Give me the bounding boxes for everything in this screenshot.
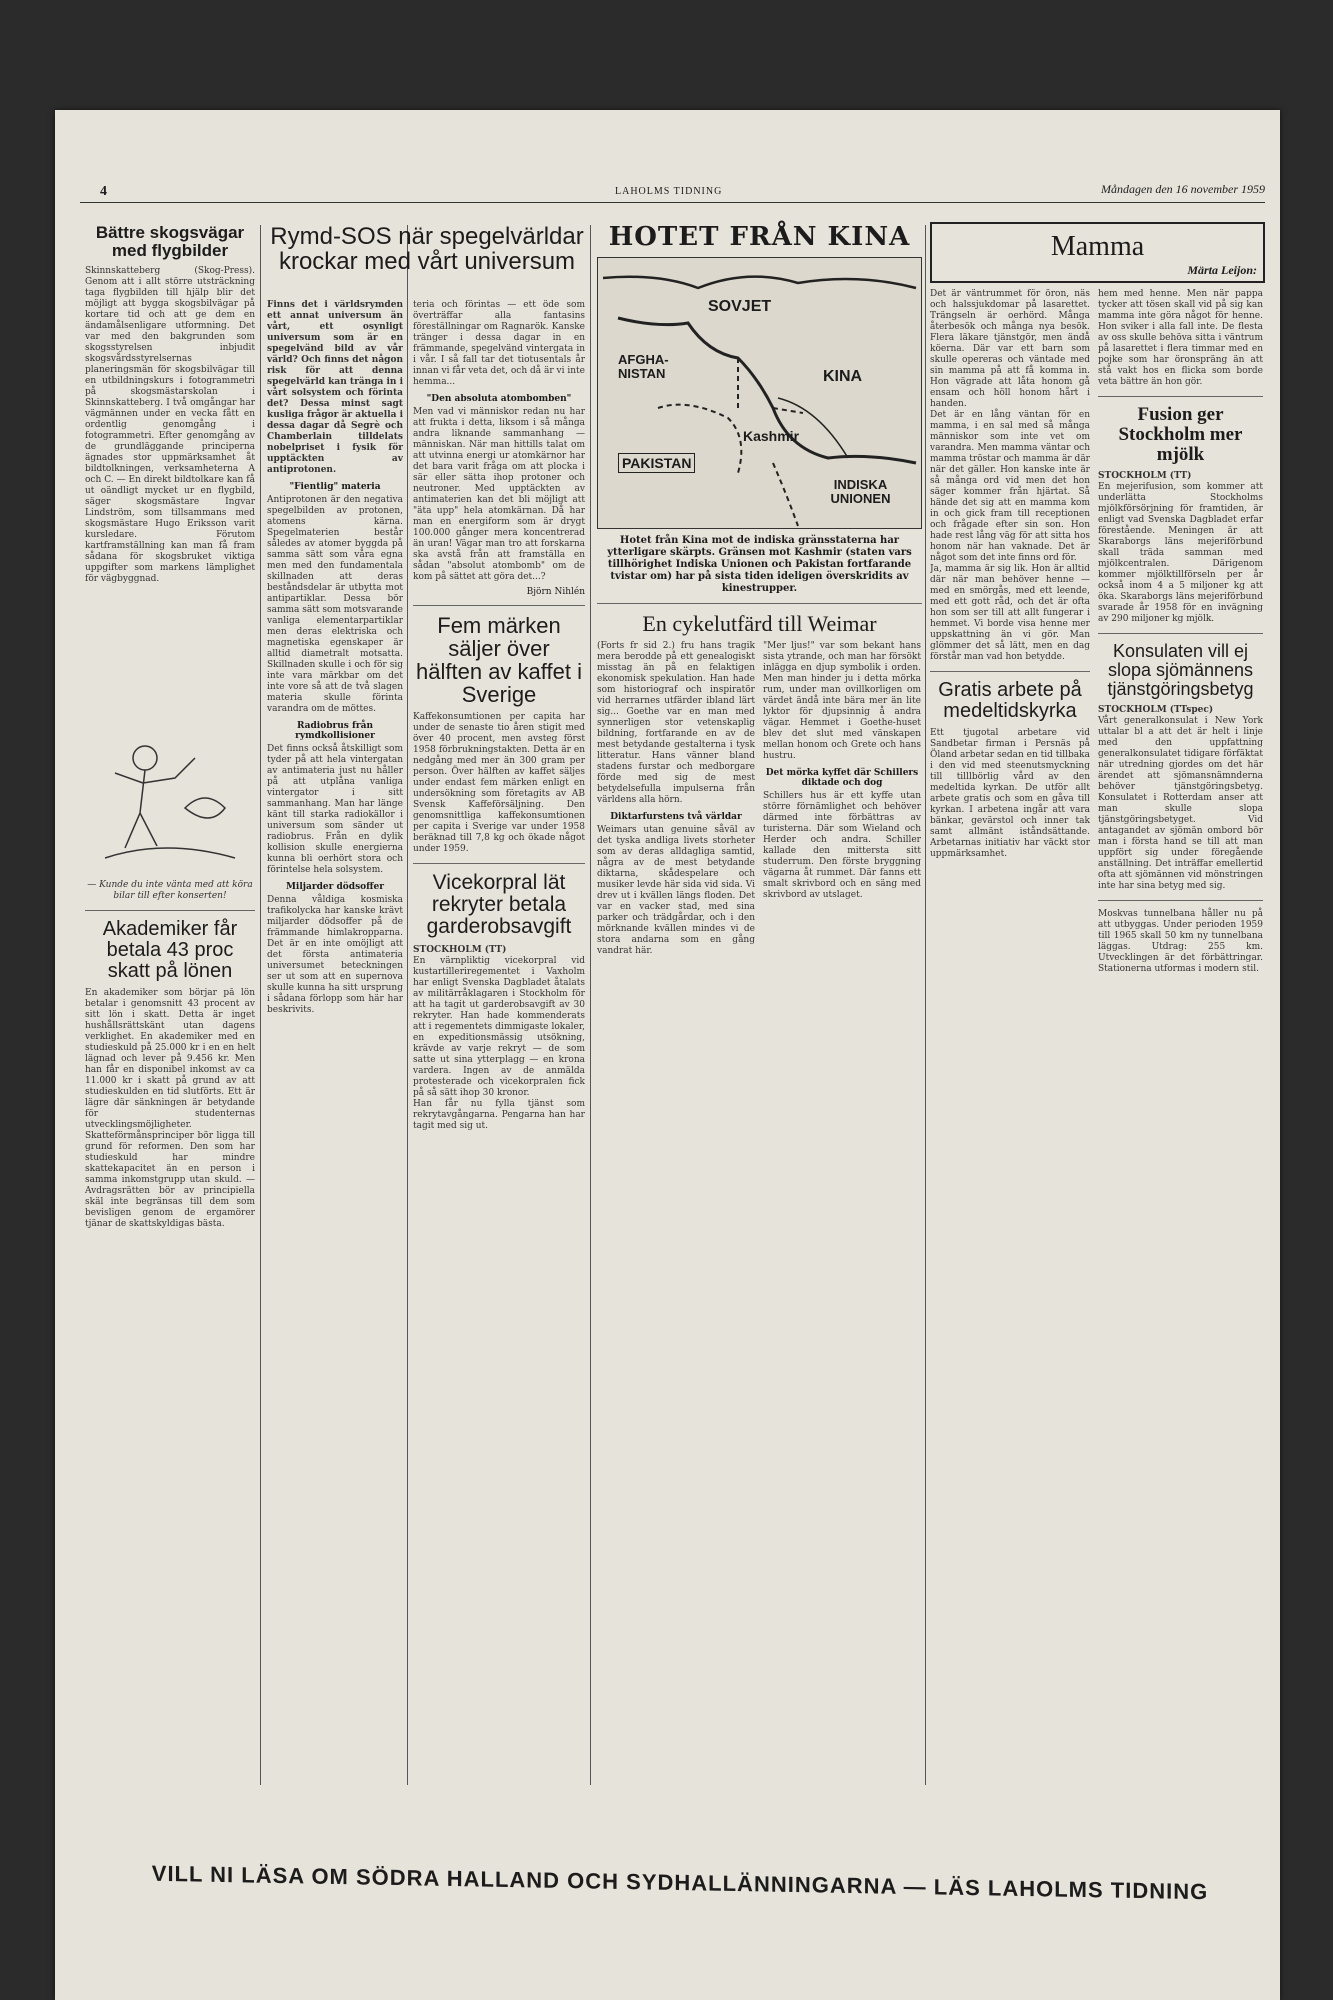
article-medeltidskyrka: Ett tjugotal arbetare vid Sandbetar firman i Persnäs på Öland arbetar sedan en tid tillbaka i den vid med steenutsmyckning till tilllbörlig vård av den medeltida kyrkan. De utför allt arbete gratis och som en gåva till kyrkan. I arbetena ingår att vara bänkar, gevärstol och inner tak samt allmänt iståndsättande. Arbetarnas initiativ har väckt stor uppmärksamhet. — [930, 728, 1090, 860]
article-konsulaten: Vårt generalkonsulat i New York uttalar bl a att det är helt i linje med den uppfattning generalkonsulatet tidigare förfäktat när utredning gjordes om det här ärendet att sjömansnämnderna behöver tjänstgöringsbetyg. Konsulatet i Rotterdam anser att man skulle slopa tjänstgöringsbetyget. Vid antagandet av sjömän ombord bör man i första hand se till att man uppfört sig under föregående anställning. Det inträffar emellertid ofta att sjömännen vid mönstringen inte har sina betyg med sig. — [1098, 715, 1263, 891]
dateline-vicekorpral: STOCKHOLM (TT) — [413, 944, 507, 955]
headline-rymd-sos: Rymd-SOS när spegelvärldar krockar med vårt universum — [270, 223, 584, 276]
headline-kaffe: Fem märken säljer över hälften av kaffet i Sverige — [416, 613, 582, 708]
column-2a — [267, 300, 403, 1850]
column-5 — [930, 220, 1265, 1860]
map-label-indiska-unionen: INDISKA UNIONEN — [830, 477, 891, 507]
map-label-afghanistan: AFGHA-NISTAN — [618, 352, 669, 382]
article-rymd-body1: Antiprotonen är den negativa spegelbilden av protonen, atomens kärna. Spegelmaterien består således av atomer byggda på samma sätt som våra egna men med den fundamentala skillnaden att deras beståndsdelar är utbytta mot antipartiklar. Dessa bör samma sätt som motsvarande vanliga elementarpartiklar men deras elektriska och magnetiska egenskaper är alltid diametralt motsatta. Skillnaden skulle i och för sig inte vara märkbar om det inte vore så att de två slagen materia skulle förinta varandra om de möttes. — [267, 495, 403, 714]
map-china-border — [597, 257, 922, 529]
cykelutfard-columns — [597, 641, 922, 957]
article-rymd-cont: teria och förintas — ett öde som överträffar alla fantasins föreställningar om Ragnarök. Kanske tränger i dessa dagar in en främmande, spegelvänd vintergata in i vår. I så fall tar det tiotusentals år innan vi får veta det, och då är vi inte hemma... — [413, 300, 585, 387]
article-mamma-c: Det är en lång väntan för en mamma, i en sal med så många människor som inte vet om varandra. Men mamma väntar och mamma tröstar och mamma är där när det gäller. Hon kanske inte är så många ord vid men det hon säger kommer från hjärtat. Så hände det sig att en mamma kom in och gick fram till receptionen och frågade efter sin son. Hon hade rest lång väg för att sitta hos honom när han vaknade. Det är något som det inte finns ord för. — [930, 410, 1090, 564]
article-rymd-atom: Men vad vi människor redan nu har att frukta i detta, liksom i så många andra liknande sammanhang — människan. När man hittills talat om att utvinna energi ur atomkärnor har det bara varit fråga om att plocka i sär eller sätta ihop protoner och neutroner. Med upptäckten av antimaterien kan det bli möjligt att "äta upp" hela atomkärnan. Då har man en energiform som är drygt 100.000 gånger mera koncentrerad än uran! Vägar man tro att forskarna ska avstå från att framställa en sådan "absolut atombomb" om de kom på sättet att göra det...? — [413, 407, 585, 582]
cykelutfard-col-a — [597, 641, 755, 957]
article-separator — [1098, 900, 1263, 901]
map-label-pakistan: PAKISTAN — [618, 453, 695, 473]
article-diktarfursten: Weimars utan genuine såväl av det tyska andliga livets storheter som av deras alldagliga samtid, några av de mest betydande diktarna, skådespelare och musiker levde här sida vid sida. Vi drev ut i kvällen längs floden. Det var en vacker stad, med sina parker och trädgårdar, och i den mörknande kvällen mindes vi de stora andarna som en gång vandrat här. — [597, 825, 755, 957]
article-separator — [597, 603, 922, 604]
article-mamma-b: hem med henne. Men när pappa tycker att tösen skall vid på sig kan mamma inte göra något för henne. Hon sviker i alla fall inte. De flesta av oss skulle behöva sitta i väntrum på lasarettet i flera timmar med en pojke som har öronspräng än att stå vakt hos en flicka som borde veta bättre än hon gör. — [1098, 289, 1263, 388]
column-divider — [925, 225, 926, 1785]
article-fusion: En mejerifusion, som kommer att underlätta Stockholms mjölkförsörjning för framtiden, är enligt vad Svenska Dagbladet erfar förestående. Meningen är att Skaraborgs läns mejeriförbund skall träda samman med mjölkcentralen. Därigenom kommer mjölktillförseln per år också inom 4 a 5 miljoner kg att öka. Skaraborgs läns mejeriförbund svarade år 1958 för en invägning av 290 miljoner kg mjölk. — [1098, 482, 1263, 625]
cykelutfard-col-b — [763, 641, 921, 957]
mamma-box — [930, 222, 1265, 283]
headline-mamma: Mamma — [1050, 231, 1145, 262]
column-divider — [590, 225, 591, 1785]
header-rule — [80, 202, 1265, 203]
headline-konsulaten: Konsulaten vill ej slopa sjömännens tjänstgöringsbetyg — [1107, 641, 1254, 699]
article-schiller: Schillers hus är ett kyffe utan större förnämlighet och behöver därmed inte förbättras av turisterna. Där som Wieland och Herder och andra. Schiller kallade den mittersta sitt studerrum. Den förste bryggning vägarna åt rummet. Där fanns ett smalt skrivbord och en säng med skrivbord av utslaget. — [763, 791, 921, 901]
headline-skogsvagar: Bättre skogsvägar med flygbilder — [95, 223, 245, 260]
cartoon-caption: — Kunde du inte vänta med att köra bilar till efter konserten! — [87, 879, 253, 901]
article-vicekorpral: En värnpliktig vicekorpral vid kustartilleriregementet i Vaxholm har enligt Svenska Dagbladet åtalats av militärråklagaren i Stockholm för att ha tagit ut garderobsavgift av 30 rekryter. Han hade kommenderats att i regementets dimmigaste lokaler, en expeditionsmässig utsökning, krävde av varje rekryt — de som satte ut sina ytterplagg — en krona vardera. Ingen av de anmälda protesterade och vicekorpralen fick på så sätt ihop 30 kronor. — [413, 955, 585, 1098]
headline-hotet-fran-kina: HOTET FRÅN KINA — [608, 222, 911, 252]
newspaper-page — [55, 110, 1280, 2000]
headline-vicekorpral: Vicekorpral lät rekryter betala garderobsavgift — [426, 871, 572, 939]
article-separator — [1098, 633, 1263, 634]
article-mamma-d: Ja, mamma är sig lik. Hon är alltid där när man behöver henne — med en smörgås, med ett leende, med ett gott råd, och det är ofta hon som ser till att allt fungerar i hemmet. Vi borde visa henne mer uppskattning än vi gör. Man glömmer det så lätt, men en dag förstår man vad hon betydde. — [930, 564, 1090, 663]
article-vicekorpral-end: Han får nu fylla tjänst som rekrytavgångarna. Pengarna han har tagit med sig ut. — [413, 1098, 585, 1131]
map-caption: Hotet från Kina mot de indiska gränsstaterna har ytterligare skärpts. Gränsen mot Kashmir (staten vars tillhörighet Indiska Unionen och Pakistan fortfarande tvistar om) har på sista tiden ideligen överskridits av kinestrupper. — [607, 535, 912, 595]
article-separator — [930, 671, 1090, 672]
article-separator — [1098, 396, 1263, 397]
column-3 — [413, 300, 585, 1850]
subhead-atombomben: "Den absoluta atombomben" — [426, 394, 572, 404]
article-separator — [413, 605, 585, 606]
article-akademiker: En akademiker som börjar på lön betalar i genomsnitt 43 procent av sitt lön i skatt. Detta är inget hushållsrättskänt utan dagens verklighet. En akademiker med en studieskuld på 25.000 kr i en en helt lägnad och lever på 9.456 kr. Men han får en disponibel inkomst av ca 11.000 kr i skatt på grund av att studieskulden en tid slutförts. Ett är lägre där sänkningen är betydande för studenternas utvecklingsmöjligheter. Skatteförmånsprinciper bör ligga till grund för reformen. Den som har studieskuld har mindre skattekapacitet än en person i samma inkomstgrupp utan skuld. — Avdragsrätten bör av principiella skäl inte begränsas till dem som bevisligen genom de ergamörer tjänar de skattskyldigas bästa. — [85, 987, 255, 1229]
map-label-sovjet: SOVJET — [708, 298, 772, 316]
dateline-fusion: STOCKHOLM (TT) — [1098, 471, 1192, 482]
subhead-diktarfursten: Diktarfurstens två världar — [610, 812, 742, 823]
dateline-konsulaten: STOCKHOLM (TTspec) — [1098, 704, 1214, 715]
column-1 — [85, 220, 255, 1860]
mamma-col-a — [930, 289, 1090, 974]
article-skogsvagar: Skinnskatteberg (Skog-Press). Genom att i allt större utsträckning taga flygbilden till hjälp blir det möjligt att bygga skogsbilvägar på kortare tid och att ge dem en ändamålsenligare utformning. Det var med den bakgrunden som skogsstyrelsen inbjudit skogsvårdsstyrelsernas planeringsmän för skogsbilvägar till en utbildningskurs i fotogrammetri på skogsmästarskolan i Skinnskatteberg. I två omgångar har vägmännen under en vecka fått en ordentlig genomgång i fotogrammetri. Efter genomgång av de grundläggande principerna ägnades stor uppmärksamhet åt bildtolkningen, verksamheterna A och C. — En direkt bildtolkare kan få ut oändligt mycket ur en flygbild, säger skogsmästare Ingvar Lindström, som tillsammans med skogsmästare Hugo Eriksson varit kursledare. Förutom kartframställning kan man få fram sådana för skogsbruket viktiga uppgifter som markens lämplighet för vägbyggnad. — [85, 265, 255, 584]
mamma-columns — [930, 289, 1265, 974]
subhead-schiller: Det mörka kyffet där Schillers diktade och dog — [765, 768, 919, 789]
byline-nihlen: Björn Nihlén — [526, 587, 585, 597]
headline-fusion: Fusion ger Stockholm mer mjölk — [1118, 404, 1243, 466]
article-cykelutfard-a: (Forts fr sid 2.) fru hans tragik mera berodde på ett genealogiskt misstag än på en felaktigen ekonomisk spekulation. Han hade som historiograf och inspiratör vid herrarnes utfärder ibland lärt sig... Goethe var en man med synnerligen stor vetenskaplig bildning, fortfarande en av de mest betydande gestalterna i tysk litteratur. Hans vänner bland stadens furstar och medborgare förde med sig de mest betydelsefulla impulserna från världens alla hörn. — [597, 641, 755, 806]
bottom-banner: VILL NI LÄSA OM SÖDRA HALLAND OCH SYDHALLÄNNINGARNA — LÄS LAHOLMS TIDNING — [151, 1860, 1209, 1905]
map-label-kashmir: Kashmir — [743, 428, 800, 445]
article-cykelutfard-b: "Mer ljus!" var som bekant hans sista ytrande, och man har försökt inlägga en djup symbolik i orden. Men man hinder ju i detta mörka rum, under man ovillkorligen om värdet ändå inte bära mer än lite lyktor för djupsinnig å andra vägar. Hemmet i Goethe-huset blev det slut med vänskapen mellan honom och Grete och hans hustru. — [763, 641, 921, 762]
article-rymd-lead: Finns det i världsrymden ett annat universum än vårt, ett osynligt universum som är en spegelvänd bild av vår värld? Och finns det någon risk för att denna spegelvärld kan tränga in i vårt solsystem och förinta det? Dessa minst sagt kusliga frågor är aktuella i dessa dagar då Segrè och Chamberlain tilldelats nobelpriset i fysik för upptäckten av antiprotonen. — [267, 300, 403, 475]
article-mamma-a: Det är väntrummet för öron, näs och halssjukdomar på lasarettet. Trängseln är oerhörd. Många återbesök och många nya besök. Flera läkare tjänstgör, men ändå köerna. Där var ett barn som skulle opereras och väntade med sin mamma på att få komma in. Hon vägrade att låta honom gå ensam och höll honom hårt i handen. — [930, 289, 1090, 410]
article-rymd-body2: Det finns också åtskilligt som tyder på att hela vintergatan av antimateria just nu håller på att utplåna vanliga vintergator i sitt sammanhang. Man har länge känt till starka radiokällor i universum som sänder ut radiobrus. Från en dylik kollision skulle energierna kunna bli oerhört stora och förintelse hela solsystem. — [267, 744, 403, 875]
headline-medeltidskyrka: Gratis arbete på medeltidskyrka — [938, 679, 1082, 723]
article-separator — [413, 863, 585, 864]
issue-date: Måndagen den 16 november 1959 — [1101, 182, 1265, 196]
subhead-radiobrus: Radiobrus från rymdkollisioner — [295, 721, 375, 741]
column-divider — [260, 225, 261, 1785]
byline-leijon: Märta Leijon: — [1187, 263, 1257, 278]
headline-akademiker: Akademiker får betala 43 proc skatt på lönen — [102, 917, 238, 982]
article-moskva: Moskvas tunnelbana håller nu på att utbyggas. Under perioden 1959 till 1965 skall 50 km ny tunnelbana läggas. Utdrag: 255 km. Utvecklingen är det förbättringar. Stationerna utformas i modern stil. — [1098, 908, 1263, 974]
headline-cykelutfard: En cykelutfärd till Weimar — [642, 611, 877, 637]
page-header — [55, 182, 1280, 204]
article-separator — [85, 910, 255, 911]
article-rymd-body3: Denna våldiga kosmiska trafikolycka har kanske krävt miljarder dödsoffer på de främmande himlakropparna. Det är en inte omöjligt att det första antimateria universumet beteckningen ser ut som att en supernova skulle kunna ha sitt ursprung i sådana förlopp som här har beskrivits. — [267, 895, 403, 1015]
map-label-kina: KINA — [823, 368, 863, 386]
column-4 — [597, 220, 922, 1860]
mamma-col-b — [1098, 289, 1263, 974]
subhead-miljarder: Miljarder dödsoffer — [285, 882, 385, 892]
newspaper-name: LAHOLMS TIDNING — [615, 186, 723, 197]
subhead-fientlig: "Fientlig" materia — [289, 482, 381, 492]
article-kaffe: Kaffekonsumtionen per capita har under de senaste tio åren stigit med över 40 procent, men avsteg först 1958 förbrukningstakten. Detta är en nedgång med mer än 300 gram per person. Över hälften av kaffet säljes under endast fem märken enligt en undersökning som företagits av AB Svensk Kaffeförsäljning. Den genomsnittliga kaffekonsumtionen per capita i Sverige var under 1958 beräknad till 7,8 kg och ökade något under 1959. — [413, 712, 585, 855]
cartoon-illustration — [85, 718, 255, 868]
page-number: 4 — [100, 184, 107, 199]
